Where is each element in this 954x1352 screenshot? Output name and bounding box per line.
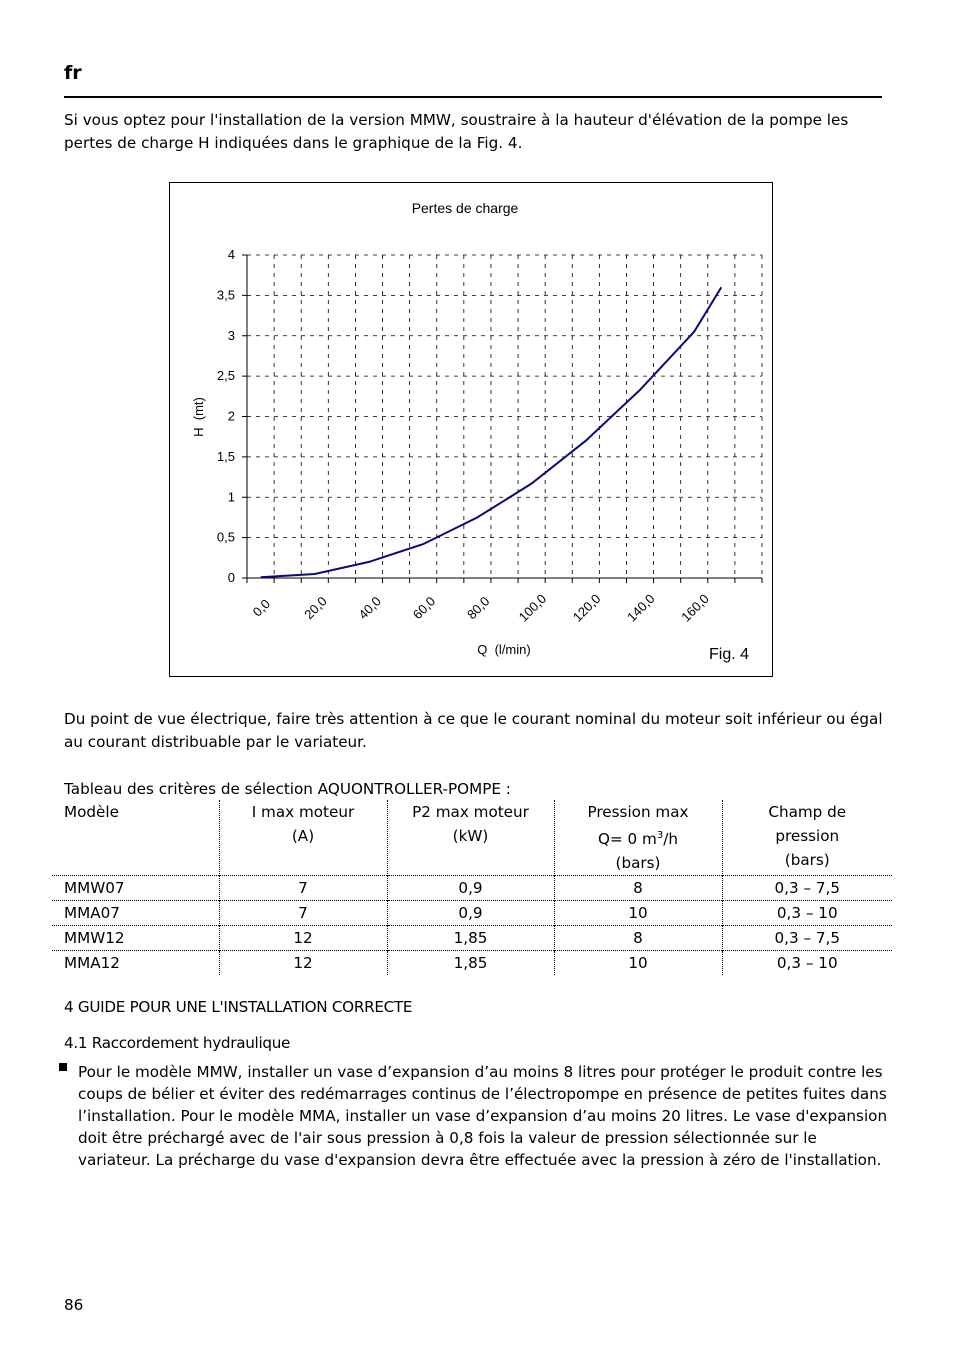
y-tick-label: 2: [227, 408, 235, 424]
figure-caption: Fig. 4: [709, 646, 750, 663]
header-pressure-max: Pression max Q= 0 $m^3/h$ (bars): [554, 800, 722, 876]
language-code: fr: [64, 62, 82, 84]
y-tick-label: 0: [227, 570, 235, 585]
grid: [247, 255, 762, 578]
axes: [242, 255, 762, 583]
x-tick-label: 100,0: [515, 591, 550, 625]
table-row: MMW12 12 1,85 8 0,3 – 7,5: [52, 926, 892, 951]
y-tick-labels: [217, 247, 235, 585]
y-tick-label: 3: [227, 327, 235, 343]
x-tick-labels: [250, 591, 712, 625]
chart-title: Pertes de charge: [411, 200, 519, 216]
selection-table: [52, 800, 892, 975]
bullet-square-icon: [59, 1063, 67, 1071]
subsection-heading: 4.1 Raccordement hydraulique: [64, 1034, 291, 1052]
y-tick-label: 3,5: [216, 287, 235, 303]
x-axis-label: Q (l/min): [477, 642, 531, 657]
x-tick-label: 60,0: [409, 593, 439, 623]
x-tick-label: 140,0: [624, 591, 658, 625]
y-tick-label: 4: [227, 247, 235, 262]
x-tick-label: 40,0: [355, 593, 385, 623]
y-tick-label: 1: [227, 489, 235, 505]
header-p2: P2 max moteur (kW): [387, 800, 554, 876]
header-model: Modèle: [64, 803, 119, 821]
intro-paragraph: Si vous optez pour l'installation de la version MMW, soustraire à la hauteur d'élévation de la pompe les pertes de charge H indiquées dans le graphique de la Fig. 4.: [64, 111, 849, 152]
loss-chart: [170, 183, 772, 676]
y-tick-label: 0,5: [216, 529, 235, 545]
x-tick-label: 120,0: [569, 591, 604, 625]
header-pressure-range: Champ de pression (bars): [722, 800, 892, 876]
table-row: MMW07 7 0,9 8 0,3 – 7,5: [52, 876, 892, 901]
x-tick-label: 160,0: [678, 591, 712, 625]
table-header-row: [52, 800, 892, 876]
bullet-paragraph: Pour le modèle MMW, installer un vase d’expansion d’au moins 8 litres pour protéger le produit contre les coups de bélier et éviter des redémarrages continus de l’électropompe en présence de petites fuites dans l’installation. Pour le modèle MMA, installer un vase d’expansion d’au moins 20 litres. Le vase d'expansion doit être préchargé avec de l'air sous pression à 0,8 fois la valeur de pression sélectionnée sur le variateur. La précharge du vase d'expansion devra être effectuée avec la pression à zéro de l'installation.: [78, 1063, 888, 1169]
table-title: Tableau des critères de sélection AQUONTROLLER-POMPE :: [64, 780, 511, 798]
x-tick-label: 20,0: [301, 593, 330, 623]
y-tick-label: 1,5: [216, 448, 235, 464]
electrical-paragraph: Du point de vue électrique, faire très attention à ce que le courant nominal du moteur soit inférieur ou égal au courant distribuable par le variateur.: [64, 710, 883, 751]
header-imax: I max moteur (A): [219, 800, 387, 876]
y-axis-label: H (mt): [191, 397, 206, 437]
x-tick-label: 0,0: [249, 596, 274, 620]
y-tick-label: 2,5: [216, 368, 235, 384]
x-tick-label: 80,0: [463, 593, 493, 623]
figure-frame: [169, 182, 773, 677]
section-heading: 4 GUIDE POUR UNE L'INSTALLATION CORRECTE: [64, 998, 413, 1016]
page-number: 86: [64, 1296, 84, 1314]
header-rule: [64, 96, 882, 98]
table-row: MMA07 7 0,9 10 0,3 – 10: [52, 901, 892, 926]
table-row: MMA12 12 1,85 10 0,3 – 10: [52, 951, 892, 976]
